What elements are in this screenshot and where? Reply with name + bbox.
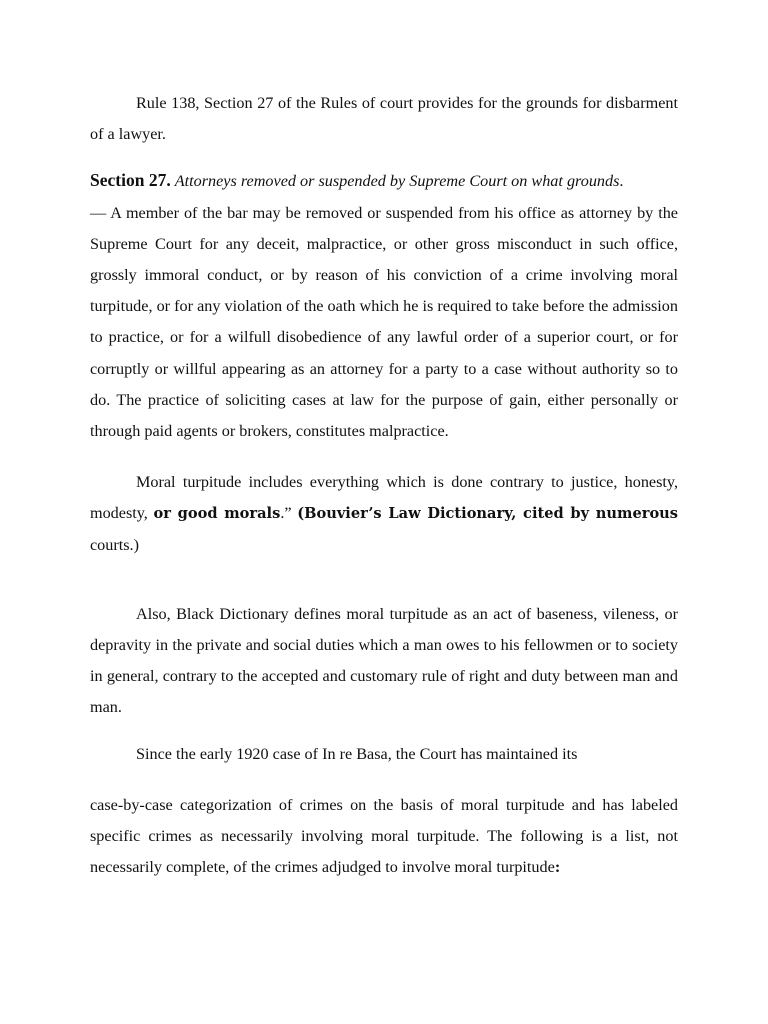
intro-paragraph: Rule 138, Section 27 of the Rules of court provides for the grounds for disbarment of a lawyer. xyxy=(90,94,678,144)
section-27-body: — A member of the bar may be removed or suspended from his office as attorney by the Supreme Court for any deceit, malpractice, or other gross misconduct in such office, grossly immoral conduct, or by reason of his conviction of a crime involving moral turpitude, or for any violation of the oath which he is required to take before the admission to practice, or for a wilfull disobedience of any lawful order of a superior court, or for corruptly or willful appearing as an attorney for a party to a case without authority so to do. The practice of soliciting cases at law for the purpose of gain, either personally or through paid agents or brokers, constitutes malpractice. xyxy=(90,203,678,441)
moral-turpitude-paragraph xyxy=(90,467,678,561)
categorization-text: case-by-case categorization of crimes on the basis of moral turpitude and has labeled specific crimes as necessarily involving moral turpitude. The following is a list, not necessarily complete, of the crimes adjudged to involve moral turpitude xyxy=(90,795,678,877)
bouvier-citation-end: courts.) xyxy=(90,535,139,554)
section-27-heading: Section 27. xyxy=(90,170,171,191)
categorization-paragraph xyxy=(90,790,678,884)
section-27-paragraph xyxy=(90,165,678,447)
in-re-basa-paragraph: Since the early 1920 case of In re Basa, the Court has maintained its xyxy=(136,744,578,763)
black-dictionary-paragraph: Also, Black Dictionary defines moral turpitude as an act of baseness, vileness, or depravity in the private and social duties which a man owes to his fellowmen or to society in general, contrary to the accepted and customary rule of right and duty between man and man. xyxy=(90,604,678,717)
bouvier-citation: (Bouvier’s Law Dictionary, cited by numerous xyxy=(297,505,679,523)
categorization-colon: : xyxy=(554,858,561,877)
document-page xyxy=(90,88,678,883)
moral-turpitude-quote-end: .” xyxy=(280,504,298,523)
section-27-title-end: . xyxy=(619,172,624,191)
moral-turpitude-text: Moral turpitude includes everything which is done contrary to justice, honesty, modesty, xyxy=(90,473,678,523)
section-27-title: Attorneys removed or suspended by Supreme Court on what grounds xyxy=(174,172,620,191)
moral-turpitude-quote: or good morals xyxy=(153,505,281,523)
